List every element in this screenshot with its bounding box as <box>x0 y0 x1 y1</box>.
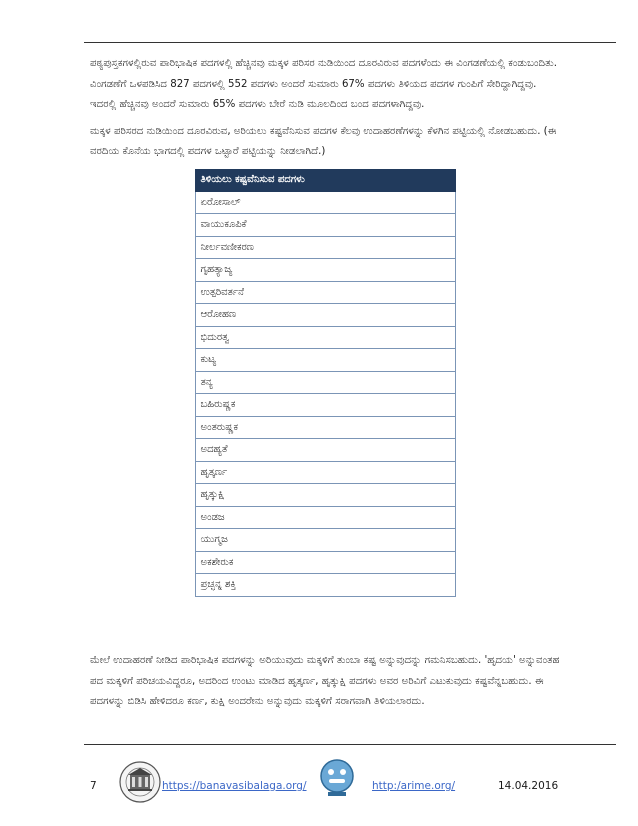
table-row: ಹೃತ್ಕರ್ಣ <box>195 461 455 484</box>
table-row: ಅದಹ್ಯತೆ <box>195 439 455 462</box>
table-row: ಯುಗ್ಮಜ <box>195 529 455 552</box>
table-row: ವಾಯುಕೂಪಿಕೆ <box>195 214 455 237</box>
table-row: ಕುಟ್ಯ <box>195 349 455 372</box>
table-row: ಹೃತ್ಕುಕ್ಷಿ <box>195 484 455 507</box>
difficult-terms-table <box>195 169 456 597</box>
closing-paragraph: ಮೇಲೆ ಉದಾಹರಣೆ ನೀಡಿದ ಪಾರಿಭಾಷಿಕ ಪದಗಳನ್ನು ಅರಿಯುವುದು ಮಕ್ಕಳಿಗೆ ತುಂಬಾ ಕಷ್ಟ ಅನ್ನುವುದನ್ನು ಗಮನಿಸಬಹುದು. 'ಹೃದಯ' ಅನ್ನುವಂತಹ ಪದ ಮಕ್ಕಳಿಗೆ ಪರಿಚಯವಿದ್ದರೂ, ಅದರಿಂದ ಉಂಟು ಮಾಡಿದ ಹೃತ್ಕರ್ಣ, ಹೃತ್ಕುಕ್ಷಿ ಪದಗಳು ಅವರ ಅರಿವಿಗೆ ಎಟುಕುವುದು ಕಷ್ಟವೆನ್ನಬಹುದು. ಈ ಪದಗಳನ್ನು ಬಿಡಿಸಿ ಹೇಳಿದರೂ ಕರ್ಣ, ಕುಕ್ಷಿ ಅಂದರೇನು ಅನ್ನುವುದು ಮಕ್ಕಳಿಗೆ ಸರಾಗವಾಗಿ ತಿಳಿಯಲಾರದು. <box>90 655 560 707</box>
table-row: ಬಹಿರುಷ್ಣಕ <box>195 394 455 417</box>
banavasi-balaga-link[interactable]: https://banavasibalaga.org/ <box>162 780 307 792</box>
header-rule <box>84 42 616 43</box>
page-number: 7 <box>90 780 97 792</box>
table-row: ಪ್ರಚ್ಛನ್ನ ಶಕ್ತಿ <box>195 574 455 597</box>
intro-paragraph: ಪಠ್ಯಪುಸ್ತಕಗಳಲ್ಲಿರುವ ಪಾರಿಭಾಷಿಕ ಪದಗಳಲ್ಲಿ ಹೆಚ್ಚಿನವು ಮಕ್ಕಳ ಪರಿಸರ ನುಡಿಯಿಂದ ದೂರವಿರುವ ಪದಗಳೆಂದು ಈ ವಿಂಗಡಣೆಯಲ್ಲಿ ಕಂಡುಬಂದಿತು. ವಿಂಗಡಣೆಗೆ ಒಳಪಡಿಸಿದ 827 ಪದಗಳಲ್ಲಿ 552 ಪದಗಳು ಅಂದರೆ ಸುಮಾರು 67% ಪದಗಳು ತಿಳಿಯದ ಪದಗಳ ಗುಂಪಿಗೆ ಸೇರಿದ್ದಾಗಿದ್ದವು. ಇದರಲ್ಲಿ ಹೆಚ್ಚಿನವು ಅಂದರೆ ಸುಮಾರು 65% ಪದಗಳು ಬೇರೆ ನುಡಿ ಮೂಲದಿಂದ ಬಂದ ಪದಗಳಾಗಿದ್ದವು. <box>90 58 557 110</box>
table-row: ಆರೋಹಣ <box>195 304 455 327</box>
table-row: ಗೃಹತ್ಯಾಜ್ಯ <box>195 259 455 282</box>
table-row: ಭಿದುರತ್ವ <box>195 326 455 349</box>
footer-rule <box>84 744 616 745</box>
table-row: ನೀರ್ಲವಣೀಕರಣ <box>195 236 455 259</box>
document-body <box>90 54 560 597</box>
table-row: ಏರೋಸಾಲ್ <box>195 191 455 214</box>
banavasi-balaga-logo-icon <box>118 760 162 804</box>
table-row: ಉತ್ಪರಿವರ್ತನೆ <box>195 281 455 304</box>
table-row: ಅಕಶೇರುಕ <box>195 551 455 574</box>
arime-logo-icon <box>314 758 360 798</box>
arime-link[interactable]: http:/arime.org/ <box>372 780 456 792</box>
document-date: 14.04.2016 <box>498 780 559 792</box>
table-row: ಅಂಡಜ <box>195 506 455 529</box>
table-row: ಅಂತರುಷ್ಣಕ <box>195 416 455 439</box>
table-header: ತಿಳಿಯಲು ಕಷ್ಟವೆನಿಸುವ ಪದಗಳು <box>195 169 455 191</box>
table-row: ತನ್ಯ <box>195 371 455 394</box>
page-footer <box>0 752 638 812</box>
second-paragraph: ಮಕ್ಕಳ ಪರಿಸರದ ನುಡಿಯಿಂದ ದೂರವಿರುವ, ಅರಿಯಲು ಕಷ್ಟವೆನಿಸುವ ಪದಗಳ ಕೆಲವು ಉದಾಹರಣೆಗಳನ್ನು ಕೆಳಗಿನ ಪಟ್ಟಿಯಲ್ಲಿ ನೋಡಬಹುದು. (ಈ ವರದಿಯ ಕೊನೆಯ ಭಾಗದಲ್ಲಿ ಪದಗಳ ಒಟ್ಟಾರೆ ಪಟ್ಟಿಯನ್ನು ನೀಡಲಾಗಿದೆ.) <box>90 125 557 157</box>
